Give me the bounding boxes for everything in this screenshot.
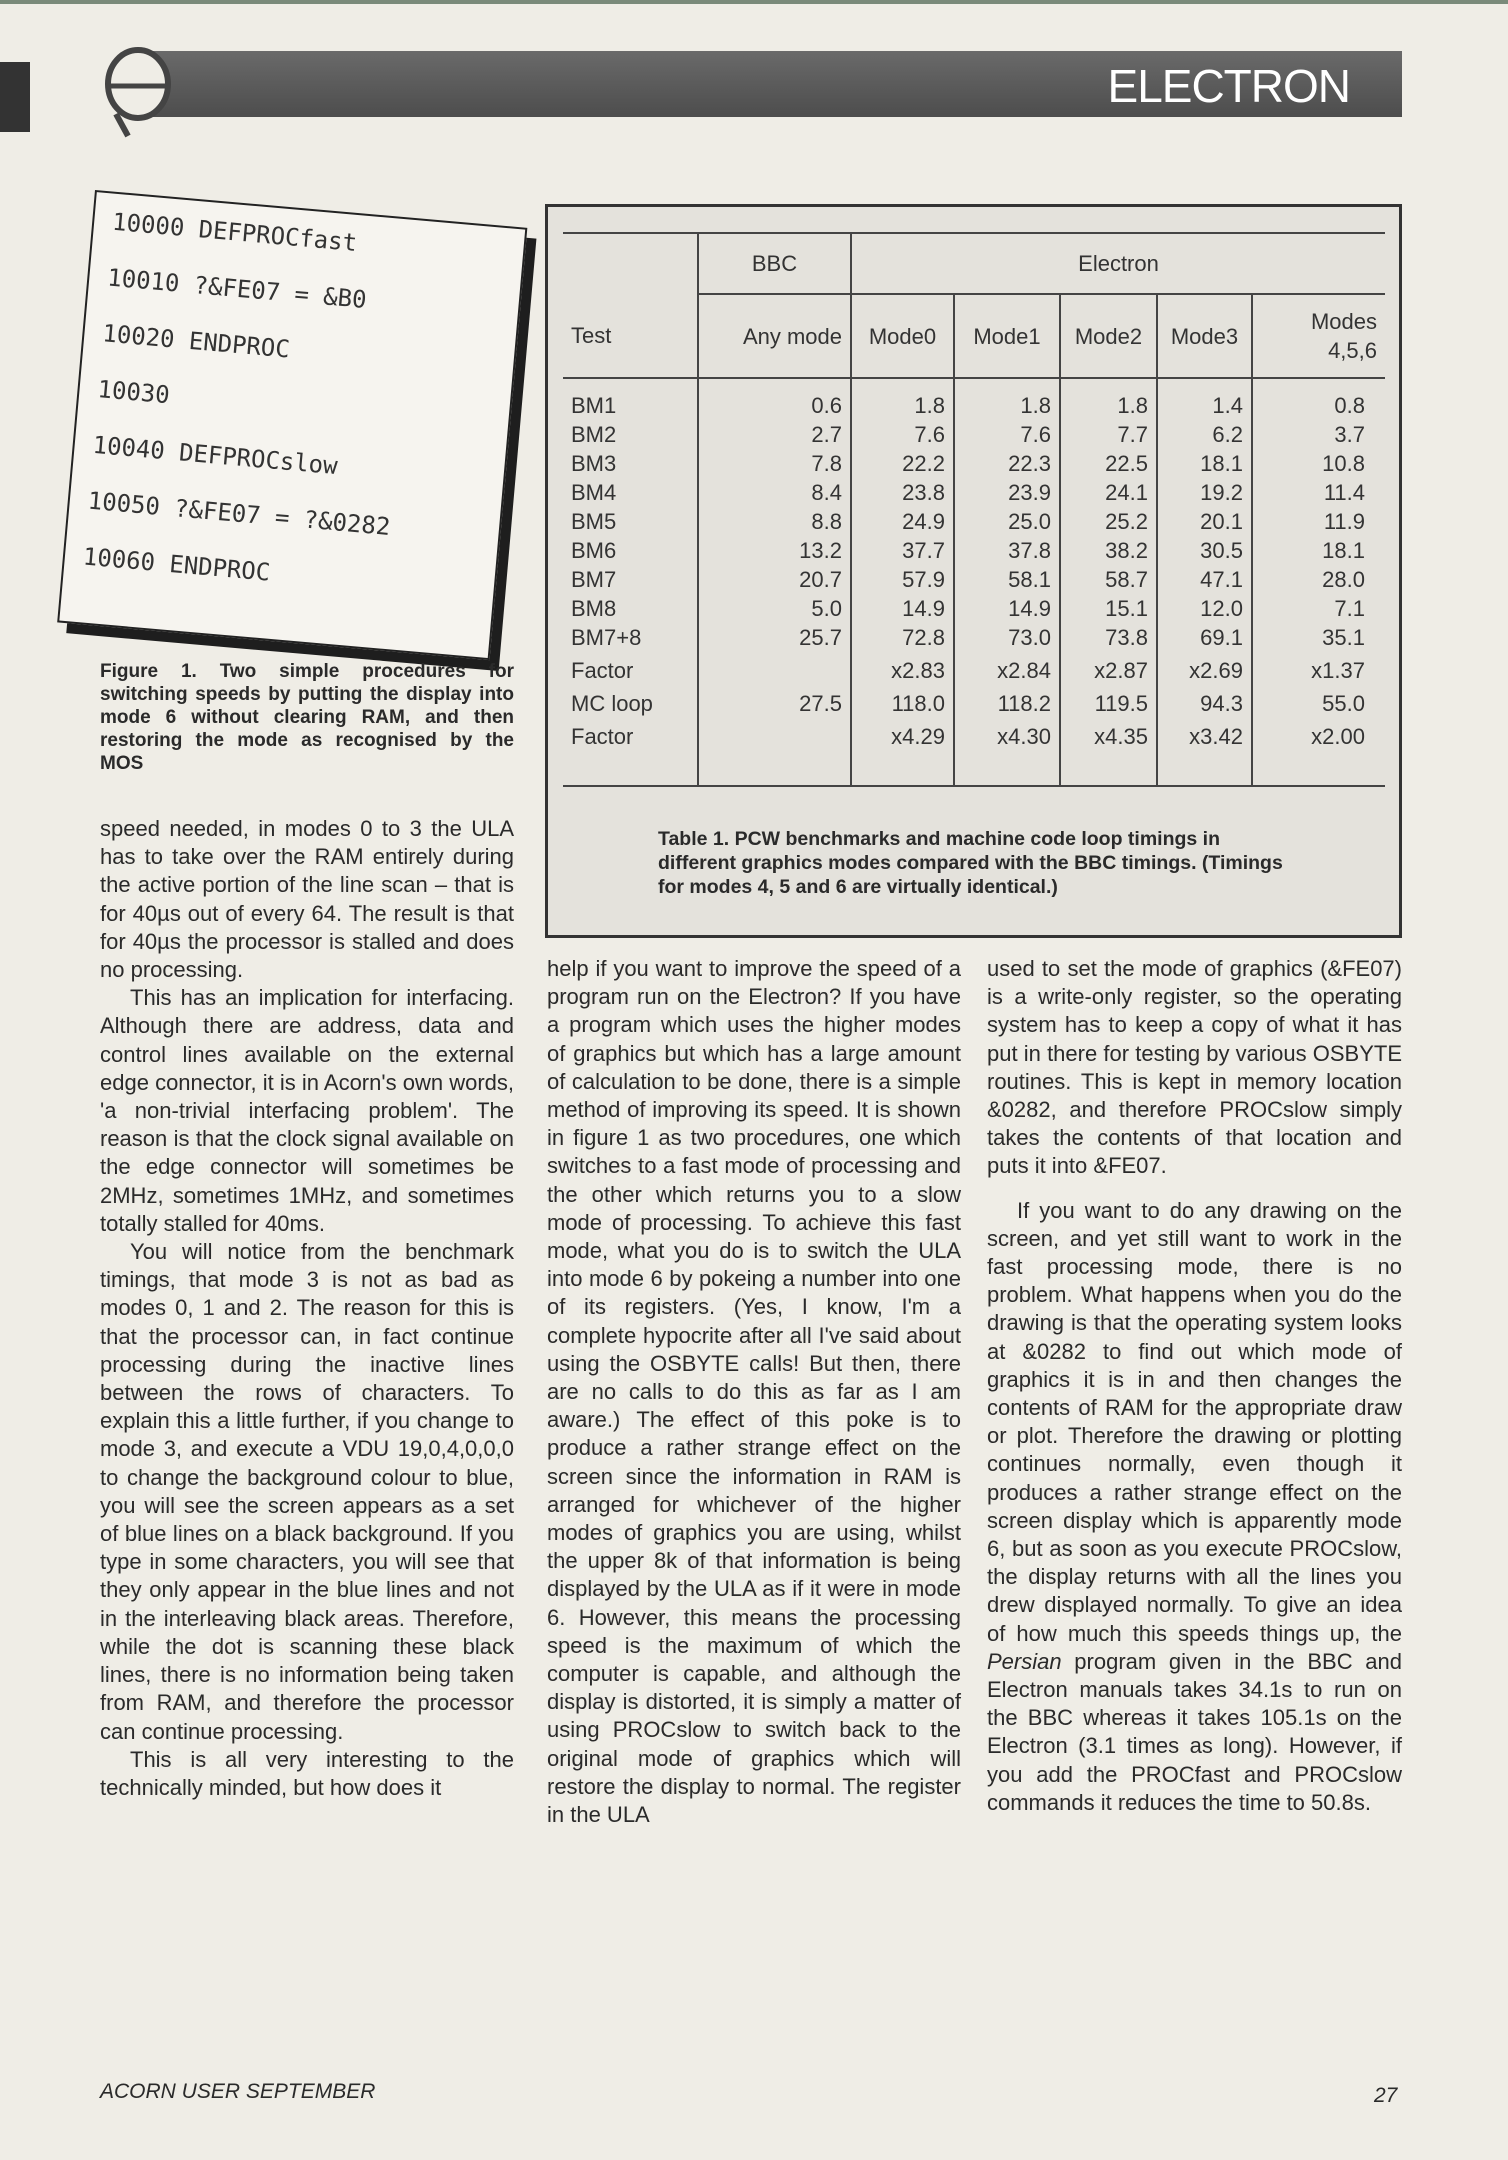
table-cell: 55.0 bbox=[1252, 685, 1385, 718]
table-cell: 7.1 bbox=[1252, 594, 1385, 623]
table-cell: x4.35 bbox=[1060, 718, 1157, 786]
footer-publication: ACORN USER SEPTEMBER bbox=[100, 2080, 376, 2103]
table-cell: 12.0 bbox=[1157, 594, 1252, 623]
table-cell: 20.1 bbox=[1157, 507, 1252, 536]
table-row bbox=[563, 420, 1385, 449]
table-cell: 37.8 bbox=[954, 536, 1060, 565]
table-cell: 23.8 bbox=[851, 478, 954, 507]
table-row bbox=[563, 565, 1385, 594]
code-line: 10040 DEFPROCslow bbox=[91, 430, 339, 481]
paragraph bbox=[987, 1197, 1402, 1817]
table-row bbox=[563, 652, 1385, 685]
table-cell: 24.1 bbox=[1060, 478, 1157, 507]
left-column bbox=[100, 815, 514, 1802]
table-cell: MC loop bbox=[571, 691, 653, 716]
paragraph: used to set the mode of graphics (&FE07) is a write-only register, so the operating system has to keep a copy of what it has put in there for testing by various OSBYTE routines. This is kept in memory location &0282, and therefore PROCslow simply takes the contents of that location and puts it into &FE07. bbox=[987, 956, 1402, 1179]
column-header: Mode1 bbox=[954, 294, 1060, 378]
table-group-header-row bbox=[563, 233, 1385, 294]
paragraph: This has an implication for interfacing. Although there are address, data and control lines available on the external edge connector, it is in Acorn's own words, 'a non-trivial interfacing problem'. The reason is that the clock signal available on the edge connector will sometimes be 2MHz, sometimes 1MHz, and sometimes totally stalled for 40ms. bbox=[100, 985, 514, 1236]
table-cell: BM5 bbox=[571, 509, 617, 534]
right-column bbox=[987, 955, 1402, 1817]
code-line: 10030 bbox=[96, 375, 171, 410]
table-cell: 1.8 bbox=[851, 378, 954, 420]
column-header: Mode0 bbox=[851, 294, 954, 378]
table-cell: 8.4 bbox=[698, 478, 851, 507]
table-cell: 6.2 bbox=[1157, 420, 1252, 449]
electron-logo-icon bbox=[98, 36, 178, 146]
table-caption: Table 1. PCW benchmarks and machine code loop timings in different graphics modes compared with the BBC timings. (Timings for modes 4, 5 and 6 are virtually identical.) bbox=[658, 828, 1283, 898]
table-cell: 22.3 bbox=[954, 449, 1060, 478]
table-cell: 18.1 bbox=[1252, 536, 1385, 565]
table-row bbox=[563, 478, 1385, 507]
table-cell: 118.0 bbox=[851, 685, 954, 718]
table-cell: x3.42 bbox=[1157, 718, 1252, 786]
table-cell: 14.9 bbox=[851, 594, 954, 623]
text: program given in the BBC and Electron manuals takes 34.1s to run on the BBC whereas it takes 105.1s on the Electron (3.1 times as long). However, if you add the PROCfast and PROCslow commands it reduces the time to 50.8s. bbox=[987, 1648, 1402, 1815]
table-cell: 1.8 bbox=[954, 378, 1060, 420]
section-title: ELECTRON bbox=[1107, 60, 1350, 112]
table-cell: 25.0 bbox=[954, 507, 1060, 536]
table-cell: BM8 bbox=[571, 596, 617, 621]
code-line: 10020 ENDPROC bbox=[101, 319, 291, 364]
table-cell: 30.5 bbox=[1157, 536, 1252, 565]
table-cell: BM1 bbox=[571, 393, 617, 418]
table-cell: x2.00 bbox=[1252, 718, 1385, 786]
table-cell: 38.2 bbox=[1060, 536, 1157, 565]
table-cell: 69.1 bbox=[1157, 623, 1252, 652]
table-cell: 11.9 bbox=[1252, 507, 1385, 536]
table-cell: 2.7 bbox=[698, 420, 851, 449]
table-cell: 11.4 bbox=[1252, 478, 1385, 507]
table-cell: 58.7 bbox=[1060, 565, 1157, 594]
table-cell: 8.8 bbox=[698, 507, 851, 536]
paragraph: help if you want to improve the speed of a program run on the Electron? If you have a program which uses the higher modes of graphics but which has a large amount of calculation to be done, there is a simple method of improving its speed. It is shown in figure 1 as two procedures, one which switches to a fast mode of processing and the other which returns you to a slow mode of processing. To achieve this fast mode, what you do is to switch the ULA into mode 6 by pokeing a number into one of its registers. (Yes, I know, I'm a complete hypocrite after all I've said about using the OSBYTE calls! But then, there are no calls to do this as far as I am aware.) The effect of this poke is to produce a rather strange effect on the screen since the information in RAM is arranged for whichever of the higher modes of graphics you are using, whilst the upper 8k of that information is being displayed by the ULA as if it were in mode 6. However, this means the processing speed is the maximum of which the computer is capable, and although the display is distorted, it is simply a matter of using PROCslow to switch back to the original mode of graphics which will restore the display to normal. The register in the ULA bbox=[547, 956, 961, 1828]
table-cell: 118.2 bbox=[954, 685, 1060, 718]
code-line: 10050 ?&FE07 = ?&0282 bbox=[86, 486, 392, 541]
table-cell: BM4 bbox=[571, 480, 617, 505]
table-cell: 0.8 bbox=[1252, 378, 1385, 420]
table-cell: Factor bbox=[571, 658, 634, 683]
table-cell: x2.84 bbox=[954, 652, 1060, 685]
table-cell: 28.0 bbox=[1252, 565, 1385, 594]
table-cell: 1.4 bbox=[1157, 378, 1252, 420]
table-cell: 1.8 bbox=[1060, 378, 1157, 420]
table-cell: 18.1 bbox=[1157, 449, 1252, 478]
table-cell: 73.0 bbox=[954, 623, 1060, 652]
table-cell: x1.37 bbox=[1252, 652, 1385, 685]
table-cell: 3.7 bbox=[1252, 420, 1385, 449]
electron-group-header: Electron bbox=[851, 233, 1385, 294]
table-cell: BM7 bbox=[571, 567, 617, 592]
table-cell: 24.9 bbox=[851, 507, 954, 536]
paragraph: You will notice from the benchmark timings, that mode 3 is not as bad as modes 0, 1 and 2. The reason for this is that the processor can, in fact continue processing during the inactive lines between the rows of characters. To explain this a little further, if you change to mode 3, and execute a VDU 19,0,4,0,0,0 to change the background colour to blue, you will see the screen appears as a set of blue lines on a black background. If you type in some characters, you will see that they only appear in the blue lines and not in the interleaving black areas. Therefore, while the dot is scanning these black lines, there is no information being taken from RAM, and therefore the processor can continue processing. bbox=[100, 1239, 514, 1744]
table-cell: x2.83 bbox=[851, 652, 954, 685]
table-cell: BM3 bbox=[571, 451, 617, 476]
table-cell: x2.87 bbox=[1060, 652, 1157, 685]
table-cell: 14.9 bbox=[954, 594, 1060, 623]
page-number: 27 bbox=[1374, 2084, 1398, 2107]
table-cell: 13.2 bbox=[698, 536, 851, 565]
paragraph: speed needed, in modes 0 to 3 the ULA has to take over the RAM entirely during the active portion of the line scan – that is for 40µs out of every 64. The result is that for 40µs the processor is stalled and does no processing. bbox=[100, 816, 514, 983]
table-cell: 119.5 bbox=[1060, 685, 1157, 718]
table-cell: 37.7 bbox=[851, 536, 954, 565]
code-line: 10000 DEFPROCfast bbox=[111, 207, 359, 257]
table-row bbox=[563, 378, 1385, 420]
table-cell: x4.30 bbox=[954, 718, 1060, 786]
code-listing bbox=[57, 190, 527, 660]
page-edge bbox=[0, 0, 1508, 4]
table-cell: 5.0 bbox=[698, 594, 851, 623]
column-header: Mode3 bbox=[1157, 294, 1252, 378]
section-header-bar bbox=[131, 51, 1402, 117]
benchmark-table bbox=[563, 232, 1385, 787]
paragraph: This is all very interesting to the technically minded, but how does it bbox=[100, 1746, 514, 1800]
table-cell: 19.2 bbox=[1157, 478, 1252, 507]
table-cell: 7.6 bbox=[851, 420, 954, 449]
program-title: Persian bbox=[987, 1648, 1062, 1674]
column-header: Any mode bbox=[698, 294, 851, 378]
table-cell: BM6 bbox=[571, 538, 617, 563]
table-cell: 35.1 bbox=[1252, 623, 1385, 652]
bbc-group-header: BBC bbox=[698, 233, 851, 294]
page-tab-marker bbox=[0, 62, 30, 132]
table-cell: 22.2 bbox=[851, 449, 954, 478]
table-cell: 0.6 bbox=[698, 378, 851, 420]
table-cell: 72.8 bbox=[851, 623, 954, 652]
column-header: Mode2 bbox=[1060, 294, 1157, 378]
table-cell: x2.69 bbox=[1157, 652, 1252, 685]
table-cell: 57.9 bbox=[851, 565, 954, 594]
table-cell: Factor bbox=[563, 718, 698, 786]
table-cell: 20.7 bbox=[698, 565, 851, 594]
table-row bbox=[563, 685, 1385, 718]
table-cell: 25.2 bbox=[1060, 507, 1157, 536]
table-row bbox=[563, 718, 1385, 786]
code-line: 10010 ?&FE07 = &B0 bbox=[106, 263, 368, 315]
table-cell: 15.1 bbox=[1060, 594, 1157, 623]
table-cell: 27.5 bbox=[698, 685, 851, 718]
figure-caption: Figure 1. Two simple procedures for switching speeds by putting the display into mode 6 without clearing RAM, and then restoring the mode as recognised by the MOS bbox=[100, 661, 514, 774]
text: If you want to do any drawing on the screen, and yet still want to work in the fast processing mode, there is no problem. What happens when you do the drawing is that the operating system looks at &0282 to find out which mode of graphics it is in and then changes the contents of RAM for the appropriate draw or plot. Therefore the drawing or plotting continues normally, even though it produces a rather strange effect on the screen display which is apparently mode 6, but as soon as you execute PROCslow, the display returns with all the lines you drew displayed normally. To give an idea of how much this speeds things up, the bbox=[987, 1197, 1402, 1646]
table-cell: BM2 bbox=[571, 422, 617, 447]
middle-column bbox=[547, 955, 961, 1829]
table-cell: x4.29 bbox=[851, 718, 954, 786]
table-row bbox=[563, 594, 1385, 623]
column-header: Test bbox=[563, 294, 698, 378]
table-cell: 7.7 bbox=[1060, 420, 1157, 449]
table-row bbox=[563, 536, 1385, 565]
table-cell: BM7+8 bbox=[571, 625, 642, 650]
benchmark-table-box bbox=[545, 204, 1402, 938]
table-cell: 7.8 bbox=[698, 449, 851, 478]
table-cell bbox=[698, 718, 851, 786]
table-cell: 47.1 bbox=[1157, 565, 1252, 594]
table-row bbox=[563, 507, 1385, 536]
table-row bbox=[563, 623, 1385, 652]
table-cell: 94.3 bbox=[1157, 685, 1252, 718]
table-cell: 58.1 bbox=[954, 565, 1060, 594]
table-cell: 10.8 bbox=[1252, 449, 1385, 478]
table-cell: 22.5 bbox=[1060, 449, 1157, 478]
table-cell: 7.6 bbox=[954, 420, 1060, 449]
table-column-header-row bbox=[563, 294, 1385, 378]
column-header: Modes 4,5,6 bbox=[1252, 294, 1385, 378]
table-cell: 25.7 bbox=[698, 623, 851, 652]
table-cell bbox=[698, 652, 851, 685]
code-line: 10060 ENDPROC bbox=[81, 542, 272, 587]
table-cell: 23.9 bbox=[954, 478, 1060, 507]
header-cell bbox=[563, 233, 698, 294]
table-row bbox=[563, 449, 1385, 478]
table-cell: 73.8 bbox=[1060, 623, 1157, 652]
